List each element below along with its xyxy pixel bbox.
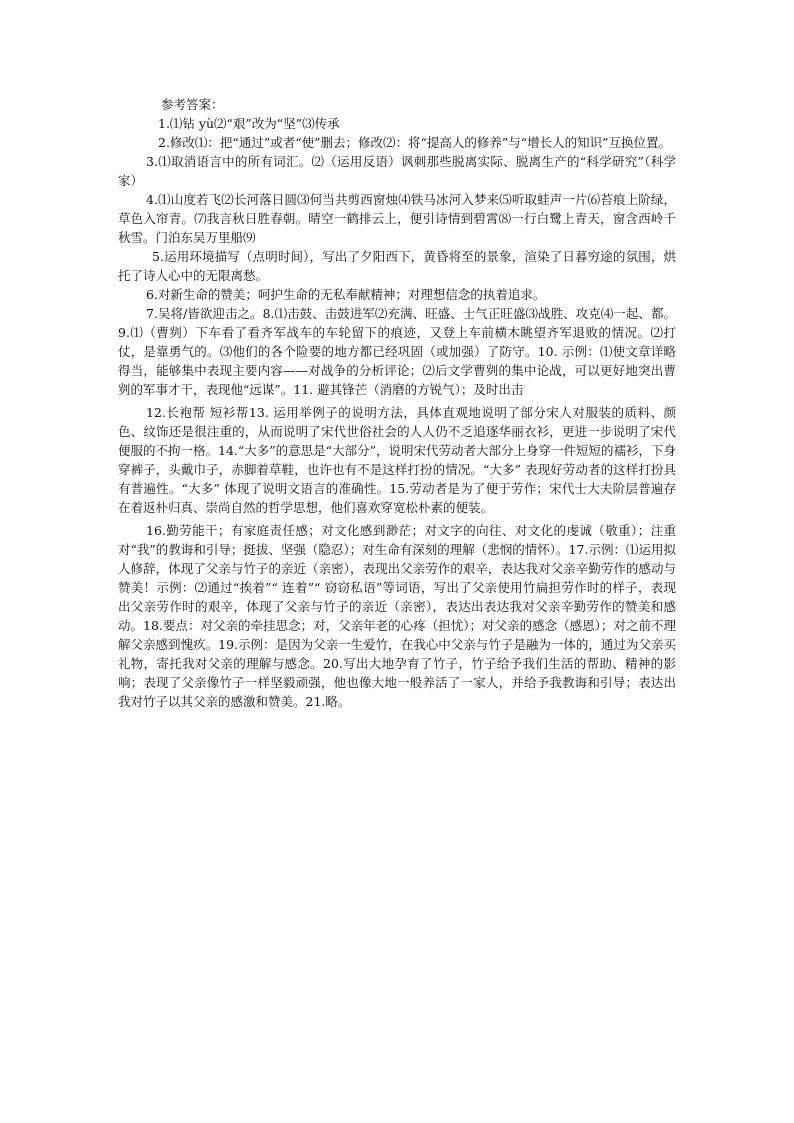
answer-document	[118, 95, 676, 711]
answer-paragraph-6: 6.对新生命的赞美；呵护生命的无私奉献精神；对理想信念的执着追求。	[146, 287, 546, 302]
answer-paragraph-5: 5.运用环境描写（点明时间），写出了夕阳西下，黄昏将至的景象，渲染了日暮穷途的氛围，烘托了诗人心中的无限离愁。	[118, 249, 676, 283]
answer-paragraph-2: 2.修改⑴：把“通过”或者“使”删去；修改⑵：将“提高人的修养”与“增长人的知识”互换位置。	[158, 135, 672, 150]
answer-paragraph-4: 4.⑴山度若飞⑵长河落日圆⑶何当共剪西窗烛⑷铁马冰河入梦来⑸听取蛙声一片⑹苔痕上阶绿，草色入帘青。⑺我言秋日胜春朝。晴空一鹤排云上，便引诗情到碧霄⑻一行白鹭上青天，窗含西岭千秋雪。门泊东吴万里船⑼	[118, 192, 676, 245]
answer-paragraph-1: 1.⑴钻 yù⑵“艰”改为“坚”⑶传承	[158, 116, 340, 131]
answer-paragraph-3: 3.⑴取消语言中的所有词汇。⑵（运用反语）讽刺那些脱离实际、脱离生产的“科学研究”（科学家）	[118, 154, 676, 188]
answer-paragraph-7: 7.吴将/皆欲迎击之。8.⑴击鼓、击鼓进军⑵充满、旺盛、士气正旺盛⑶战胜、攻克⑷一起、都。9.⑴（曹刿）下车看了看齐军战车的车轮留下的痕迹，又登上车前横木眺望齐军退败的情况。⑵打仗，是靠勇气的。⑶他们的各个险要的地方都已经巩固（或加强）了防守。10. 示例：⑴使文章详略得当，能够集中表现主要内容——对战争的分析评论；⑵后文学曹刿的集中论战，可以更好地突出曹刿的军事才干，表现他“远谋”。11. 避其锋芒（消磨的方锐气）；及时出击	[118, 306, 676, 397]
answer-paragraph-9: 16.勤劳能干；有家庭责任感；对文化感到渺茫；对文字的向往、对文化的虔诚（敬重）；注重对“我”的教诲和引导；挺拔、坚强（隐忍）；对生命有深刻的理解（悲悯的情怀）。17.示例：⑴运用拟人修辞，体现了父亲与竹子的亲近（亲密），表现出父亲劳作的艰辛，表达我对父亲辛勤劳作的感动与赞美！示例：⑵通过“挨着”“ 连着”“ 窃窃私语”等词语，写出了父亲使用竹扁担劳作时的样子，表现出父亲劳作时的艰辛，体现了父亲与竹子的亲近（亲密），表达出表达我对父亲辛勤劳作的赞美和感动。18.要点：对父亲的牵挂思念；对，父亲年老的心疼（担忧）；对父亲的感念（感恩）；对之前不理解父亲感到愧疚。19.示例：是因为父亲一生爱竹，在我心中父亲与竹子是融为一体的，通过为父亲买礼物，寄托我对父亲的理解与感念。20.写出大地孕育了竹子，竹子给予我们生活的帮助、精神的影响；表现了父亲像竹子一样坚毅顽强，他也像大地一般养活了一家人，并给予我教诲和引导；表达出我对竹子以其父亲的感激和赞美。21.略。	[118, 523, 676, 709]
answer-heading: 参考答案：	[161, 97, 224, 112]
answer-paragraph-8: 12.长袍帮 短衫帮13. 运用举例子的说明方法，具体直观地说明了部分宋人对服装的质料、颜色、纹饰还是很注重的，从而说明了宋代世俗社会的人人仍不乏追逐华丽衣衫，更进一步说明了宋代便服的不拘一格。14.“大多”的意思是“大部分”，说明宋代劳动者大部分上身穿一件短短的襦衫，下身穿裤子，头戴巾子，赤脚着草鞋，也许也有不是这样打扮的情况。“大多” 表现好劳动者的这样打扮具有普遍性。“大多” 体现了说明文语言的准确性。15.劳动者是为了便于劳作；宋代士大夫阶层普遍存在着返朴归真、崇尚自然的哲学思想，他们喜欢穿宽松朴素的便装。	[118, 405, 676, 515]
